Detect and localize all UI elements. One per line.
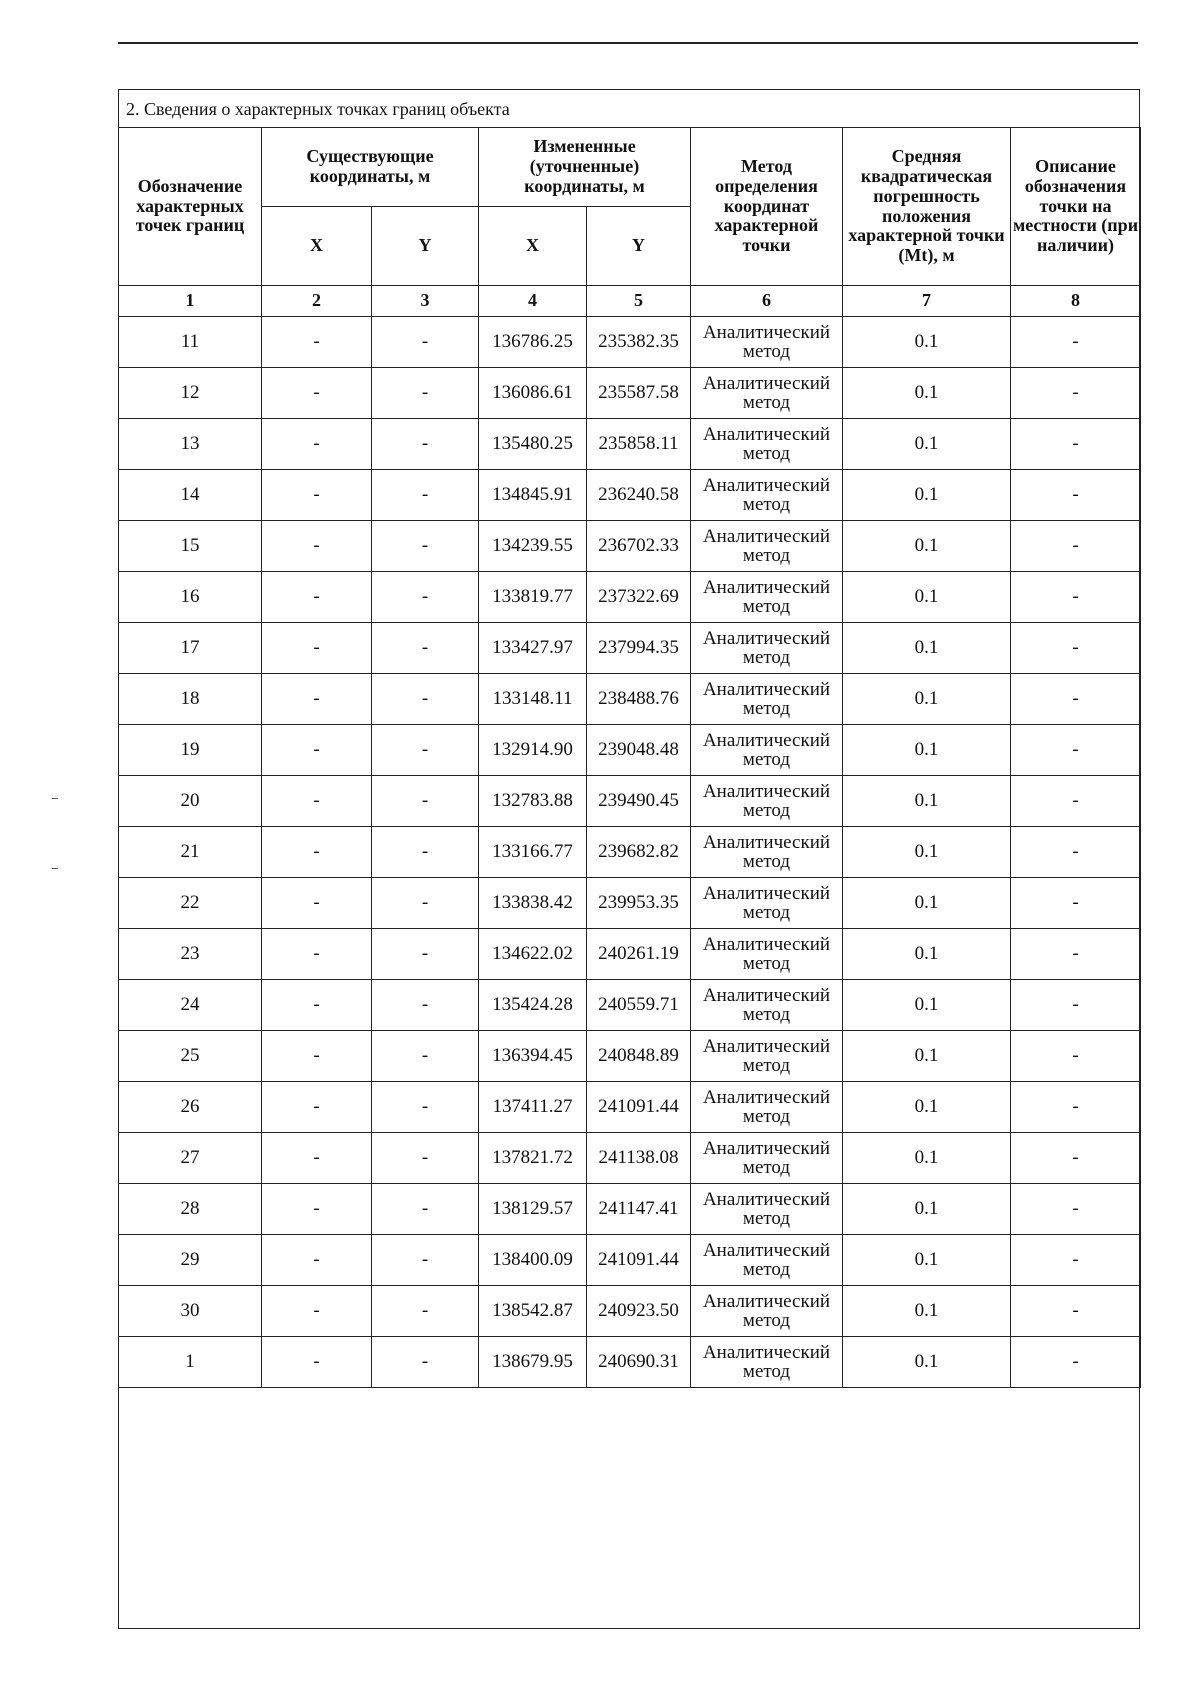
table-row xyxy=(119,980,1141,1031)
method-line-1: Аналитический xyxy=(702,475,831,496)
cell-changed-x: 138400.09 xyxy=(479,1235,587,1286)
cell-existing-y: - xyxy=(372,368,479,419)
cell-point-description: - xyxy=(1011,521,1141,572)
cell-changed-y: 240848.89 xyxy=(587,1031,691,1082)
cell-changed-x: 133838.42 xyxy=(479,878,587,929)
header-method: Метод определения координат характерной точки xyxy=(691,128,843,286)
header-existing-coordinates: Существующие координаты, м xyxy=(262,128,479,207)
cell-mean-error: 0.1 xyxy=(843,470,1011,521)
cell-changed-x: 138129.57 xyxy=(479,1184,587,1235)
header-existing-y: Y xyxy=(372,207,479,286)
cell-changed-y: 238488.76 xyxy=(587,674,691,725)
method-line-1: Аналитический xyxy=(702,322,831,343)
cell-point-description: - xyxy=(1011,776,1141,827)
cell-changed-x: 138542.87 xyxy=(479,1286,587,1337)
cell-existing-x: - xyxy=(262,1337,372,1388)
table-row xyxy=(119,572,1141,623)
cell-point-description: - xyxy=(1011,419,1141,470)
cell-existing-y: - xyxy=(372,827,479,878)
cell-mean-error: 0.1 xyxy=(843,317,1011,368)
table-row xyxy=(119,368,1141,419)
cell-existing-y: - xyxy=(372,674,479,725)
column-number: 7 xyxy=(843,286,1011,317)
cell-changed-x: 138679.95 xyxy=(479,1337,587,1388)
cell-changed-x: 137821.72 xyxy=(479,1133,587,1184)
cell-existing-x: - xyxy=(262,317,372,368)
cell-point-number: 30 xyxy=(119,1286,262,1337)
cell-point-description: - xyxy=(1011,368,1141,419)
method-line-1: Аналитический xyxy=(702,934,831,955)
cell-point-number: 17 xyxy=(119,623,262,674)
method-line-2: метод xyxy=(742,341,791,362)
cell-existing-y: - xyxy=(372,521,479,572)
cell-existing-y: - xyxy=(372,878,479,929)
method-line-1: Аналитический xyxy=(702,883,831,904)
cell-method xyxy=(691,827,843,878)
cell-changed-x: 135480.25 xyxy=(479,419,587,470)
cell-method xyxy=(691,725,843,776)
cell-point-description: - xyxy=(1011,878,1141,929)
method-line-2: метод xyxy=(742,647,791,668)
cell-mean-error: 0.1 xyxy=(843,623,1011,674)
cell-changed-y: 235382.35 xyxy=(587,317,691,368)
method-line-2: метод xyxy=(742,902,791,923)
method-line-1: Аналитический xyxy=(702,1291,831,1312)
boundary-points-table xyxy=(118,127,1141,1388)
cell-point-number: 26 xyxy=(119,1082,262,1133)
column-number: 3 xyxy=(372,286,479,317)
cell-existing-y: - xyxy=(372,1235,479,1286)
cell-existing-x: - xyxy=(262,827,372,878)
method-line-2: метод xyxy=(742,698,791,719)
cell-changed-x: 134622.02 xyxy=(479,929,587,980)
cell-changed-y: 240690.31 xyxy=(587,1337,691,1388)
cell-existing-x: - xyxy=(262,1184,372,1235)
cell-point-description: - xyxy=(1011,980,1141,1031)
cell-method xyxy=(691,776,843,827)
header-existing-x: X xyxy=(262,207,372,286)
cell-mean-error: 0.1 xyxy=(843,572,1011,623)
table-row xyxy=(119,1082,1141,1133)
method-line-2: метод xyxy=(742,443,791,464)
cell-point-description: - xyxy=(1011,317,1141,368)
table-row xyxy=(119,521,1141,572)
cell-existing-x: - xyxy=(262,521,372,572)
cell-point-number: 29 xyxy=(119,1235,262,1286)
method-line-2: метод xyxy=(742,494,791,515)
table-row xyxy=(119,878,1141,929)
cell-point-description: - xyxy=(1011,1235,1141,1286)
column-number: 6 xyxy=(691,286,843,317)
cell-changed-x: 134239.55 xyxy=(479,521,587,572)
cell-changed-y: 239682.82 xyxy=(587,827,691,878)
cell-method xyxy=(691,470,843,521)
method-line-1: Аналитический xyxy=(702,679,831,700)
header-mean-error: Средняя квадратическая погрешность положения характерной точки (Mt), м xyxy=(843,128,1011,286)
cell-point-description: - xyxy=(1011,1031,1141,1082)
cell-point-description: - xyxy=(1011,470,1141,521)
method-line-2: метод xyxy=(742,1004,791,1025)
margin-tick-mark xyxy=(52,868,58,869)
cell-existing-x: - xyxy=(262,1082,372,1133)
cell-existing-x: - xyxy=(262,725,372,776)
method-line-2: метод xyxy=(742,749,791,770)
cell-existing-x: - xyxy=(262,929,372,980)
cell-existing-y: - xyxy=(372,1286,479,1337)
cell-method xyxy=(691,317,843,368)
cell-existing-x: - xyxy=(262,470,372,521)
cell-point-number: 21 xyxy=(119,827,262,878)
cell-point-description: - xyxy=(1011,674,1141,725)
method-line-1: Аналитический xyxy=(702,1138,831,1159)
table-row xyxy=(119,1337,1141,1388)
header-changed-y: Y xyxy=(587,207,691,286)
method-line-2: метод xyxy=(742,392,791,413)
cell-point-description: - xyxy=(1011,1286,1141,1337)
cell-method xyxy=(691,878,843,929)
method-line-1: Аналитический xyxy=(702,577,831,598)
cell-method xyxy=(691,1337,843,1388)
cell-mean-error: 0.1 xyxy=(843,1082,1011,1133)
cell-point-number: 1 xyxy=(119,1337,262,1388)
margin-tick-mark xyxy=(52,798,58,799)
cell-method xyxy=(691,419,843,470)
cell-changed-y: 241138.08 xyxy=(587,1133,691,1184)
cell-mean-error: 0.1 xyxy=(843,674,1011,725)
cell-method xyxy=(691,1235,843,1286)
table-row xyxy=(119,470,1141,521)
method-line-2: метод xyxy=(742,1055,791,1076)
cell-method xyxy=(691,1031,843,1082)
table-row xyxy=(119,1286,1141,1337)
method-line-1: Аналитический xyxy=(702,781,831,802)
cell-mean-error: 0.1 xyxy=(843,725,1011,776)
cell-changed-y: 236240.58 xyxy=(587,470,691,521)
cell-point-description: - xyxy=(1011,1337,1141,1388)
cell-point-description: - xyxy=(1011,1184,1141,1235)
cell-existing-x: - xyxy=(262,419,372,470)
cell-mean-error: 0.1 xyxy=(843,878,1011,929)
section-title: 2. Сведения о характерных точках границ объекта xyxy=(119,90,1139,128)
header-point-description: Описание обозначения точки на местности (при наличии) xyxy=(1011,128,1141,286)
cell-existing-y: - xyxy=(372,1133,479,1184)
cell-changed-x: 133166.77 xyxy=(479,827,587,878)
method-line-1: Аналитический xyxy=(702,1189,831,1210)
cell-existing-x: - xyxy=(262,980,372,1031)
cell-changed-x: 137411.27 xyxy=(479,1082,587,1133)
method-line-2: метод xyxy=(742,1259,791,1280)
header-point-designation: Обозначение характерных точек границ xyxy=(119,128,262,286)
cell-changed-y: 235587.58 xyxy=(587,368,691,419)
method-line-1: Аналитический xyxy=(702,1240,831,1261)
cell-point-number: 20 xyxy=(119,776,262,827)
cell-point-description: - xyxy=(1011,827,1141,878)
cell-existing-x: - xyxy=(262,878,372,929)
cell-point-number: 15 xyxy=(119,521,262,572)
column-number: 8 xyxy=(1011,286,1141,317)
cell-mean-error: 0.1 xyxy=(843,1133,1011,1184)
cell-changed-y: 236702.33 xyxy=(587,521,691,572)
cell-method xyxy=(691,674,843,725)
cell-point-number: 22 xyxy=(119,878,262,929)
cell-point-description: - xyxy=(1011,1082,1141,1133)
cell-changed-y: 237322.69 xyxy=(587,572,691,623)
method-line-2: метод xyxy=(742,851,791,872)
cell-point-description: - xyxy=(1011,725,1141,776)
cell-point-number: 12 xyxy=(119,368,262,419)
cell-changed-x: 134845.91 xyxy=(479,470,587,521)
method-line-2: метод xyxy=(742,800,791,821)
cell-existing-y: - xyxy=(372,623,479,674)
cell-existing-x: - xyxy=(262,623,372,674)
cell-point-number: 16 xyxy=(119,572,262,623)
column-number: 4 xyxy=(479,286,587,317)
table-row xyxy=(119,929,1141,980)
method-line-1: Аналитический xyxy=(702,373,831,394)
method-line-1: Аналитический xyxy=(702,424,831,445)
cell-mean-error: 0.1 xyxy=(843,929,1011,980)
cell-existing-x: - xyxy=(262,1133,372,1184)
cell-changed-x: 132914.90 xyxy=(479,725,587,776)
cell-changed-x: 133819.77 xyxy=(479,572,587,623)
table-row xyxy=(119,317,1141,368)
cell-method xyxy=(691,929,843,980)
cell-changed-x: 135424.28 xyxy=(479,980,587,1031)
method-line-2: метод xyxy=(742,1157,791,1178)
cell-point-number: 11 xyxy=(119,317,262,368)
cell-point-number: 24 xyxy=(119,980,262,1031)
column-number: 1 xyxy=(119,286,262,317)
document-frame xyxy=(118,89,1140,1629)
cell-existing-x: - xyxy=(262,1031,372,1082)
cell-existing-x: - xyxy=(262,368,372,419)
cell-point-number: 13 xyxy=(119,419,262,470)
table-row xyxy=(119,1133,1141,1184)
cell-existing-x: - xyxy=(262,776,372,827)
cell-mean-error: 0.1 xyxy=(843,419,1011,470)
cell-existing-y: - xyxy=(372,1082,479,1133)
cell-changed-x: 133148.11 xyxy=(479,674,587,725)
method-line-2: метод xyxy=(742,1208,791,1229)
method-line-2: метод xyxy=(742,1361,791,1382)
cell-mean-error: 0.1 xyxy=(843,827,1011,878)
header-changed-x: X xyxy=(479,207,587,286)
method-line-2: метод xyxy=(742,1106,791,1127)
cell-existing-y: - xyxy=(372,980,479,1031)
cell-mean-error: 0.1 xyxy=(843,521,1011,572)
cell-point-description: - xyxy=(1011,929,1141,980)
cell-existing-y: - xyxy=(372,776,479,827)
cell-point-number: 14 xyxy=(119,470,262,521)
cell-changed-y: 241091.44 xyxy=(587,1235,691,1286)
cell-changed-y: 240559.71 xyxy=(587,980,691,1031)
method-line-2: метод xyxy=(742,1310,791,1331)
cell-method xyxy=(691,572,843,623)
cell-point-number: 27 xyxy=(119,1133,262,1184)
cell-point-description: - xyxy=(1011,1133,1141,1184)
cell-changed-x: 133427.97 xyxy=(479,623,587,674)
cell-changed-y: 239048.48 xyxy=(587,725,691,776)
cell-changed-x: 136786.25 xyxy=(479,317,587,368)
table-row xyxy=(119,776,1141,827)
table-row xyxy=(119,1184,1141,1235)
cell-changed-x: 136086.61 xyxy=(479,368,587,419)
column-number: 5 xyxy=(587,286,691,317)
table-row xyxy=(119,827,1141,878)
cell-existing-y: - xyxy=(372,572,479,623)
cell-changed-y: 240261.19 xyxy=(587,929,691,980)
table-row xyxy=(119,1235,1141,1286)
cell-point-number: 25 xyxy=(119,1031,262,1082)
cell-point-description: - xyxy=(1011,572,1141,623)
cell-changed-y: 239953.35 xyxy=(587,878,691,929)
cell-point-number: 23 xyxy=(119,929,262,980)
cell-mean-error: 0.1 xyxy=(843,1286,1011,1337)
cell-existing-y: - xyxy=(372,1031,479,1082)
method-line-1: Аналитический xyxy=(702,985,831,1006)
cell-existing-y: - xyxy=(372,1184,479,1235)
cell-existing-x: - xyxy=(262,1286,372,1337)
cell-mean-error: 0.1 xyxy=(843,368,1011,419)
method-line-2: метод xyxy=(742,596,791,617)
method-line-1: Аналитический xyxy=(702,628,831,649)
cell-point-description: - xyxy=(1011,623,1141,674)
cell-point-number: 19 xyxy=(119,725,262,776)
cell-mean-error: 0.1 xyxy=(843,980,1011,1031)
cell-point-number: 18 xyxy=(119,674,262,725)
cell-existing-y: - xyxy=(372,725,479,776)
cell-changed-x: 136394.45 xyxy=(479,1031,587,1082)
cell-mean-error: 0.1 xyxy=(843,776,1011,827)
method-line-1: Аналитический xyxy=(702,1036,831,1057)
cell-method xyxy=(691,1133,843,1184)
method-line-1: Аналитический xyxy=(702,730,831,751)
cell-existing-x: - xyxy=(262,1235,372,1286)
table-row xyxy=(119,725,1141,776)
cell-existing-y: - xyxy=(372,317,479,368)
method-line-1: Аналитический xyxy=(702,832,831,853)
column-number: 2 xyxy=(262,286,372,317)
cell-existing-y: - xyxy=(372,929,479,980)
method-line-2: метод xyxy=(742,545,791,566)
cell-method xyxy=(691,521,843,572)
method-line-2: метод xyxy=(742,953,791,974)
cell-changed-y: 239490.45 xyxy=(587,776,691,827)
cell-existing-x: - xyxy=(262,674,372,725)
cell-mean-error: 0.1 xyxy=(843,1337,1011,1388)
cell-changed-y: 237994.35 xyxy=(587,623,691,674)
cell-changed-x: 132783.88 xyxy=(479,776,587,827)
cell-changed-y: 235858.11 xyxy=(587,419,691,470)
cell-changed-y: 240923.50 xyxy=(587,1286,691,1337)
cell-changed-y: 241147.41 xyxy=(587,1184,691,1235)
table-row xyxy=(119,419,1141,470)
cell-changed-y: 241091.44 xyxy=(587,1082,691,1133)
method-line-1: Аналитический xyxy=(702,526,831,547)
cell-method xyxy=(691,1082,843,1133)
header-changed-coordinates: Измененные (уточненные) координаты, м xyxy=(479,128,691,207)
method-line-1: Аналитический xyxy=(702,1087,831,1108)
table-row xyxy=(119,674,1141,725)
top-rule xyxy=(118,42,1138,44)
cell-method xyxy=(691,1286,843,1337)
cell-mean-error: 0.1 xyxy=(843,1031,1011,1082)
cell-existing-y: - xyxy=(372,1337,479,1388)
cell-existing-y: - xyxy=(372,419,479,470)
cell-point-number: 28 xyxy=(119,1184,262,1235)
cell-method xyxy=(691,623,843,674)
method-line-1: Аналитический xyxy=(702,1342,831,1363)
table-row xyxy=(119,1031,1141,1082)
cell-method xyxy=(691,368,843,419)
table-row xyxy=(119,623,1141,674)
cell-method xyxy=(691,980,843,1031)
cell-mean-error: 0.1 xyxy=(843,1235,1011,1286)
cell-method xyxy=(691,1184,843,1235)
cell-existing-x: - xyxy=(262,572,372,623)
cell-mean-error: 0.1 xyxy=(843,1184,1011,1235)
cell-existing-y: - xyxy=(372,470,479,521)
table-body xyxy=(119,317,1141,1388)
